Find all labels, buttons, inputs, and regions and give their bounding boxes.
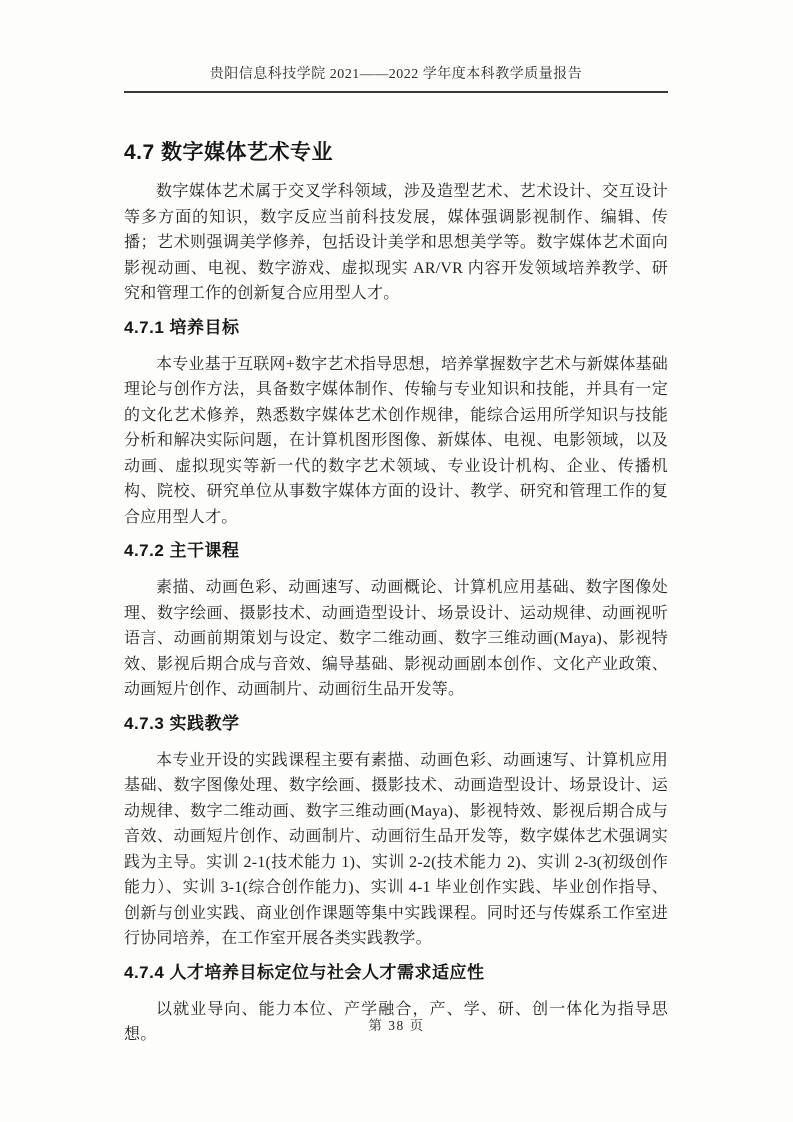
header-rule-line bbox=[124, 91, 668, 93]
running-header-title: 贵阳信息科技学院 2021——2022 学年度本科教学质量报告 bbox=[209, 67, 583, 82]
page-footer bbox=[0, 1014, 793, 1034]
subsection-heading-471: 4.7.1 培养目标 bbox=[124, 317, 240, 337]
intro-paragraph: 数字媒体艺术属于交叉学科领域，涉及造型艺术、艺术设计、交互设计等多方面的知识，数字反应当前科技发展，媒体强调影视制作、编辑、传播；艺术则强调美学修养，包括设计美学和思想美学等。数字媒体艺术面向影视动画、电视、数字游戏、虚拟现实 AR/VR 内容开发领域培养教学、研究和管理工作的创新复合应用型人才。 bbox=[124, 183, 668, 302]
page-header bbox=[124, 0, 668, 93]
subsection-paragraph-473: 本专业开设的实践课程主要有素描、动画色彩、动画速写、计算机应用基础、数字图像处理、数字绘画、摄影技术、动画造型设计、场景设计、运动规律、数字二维动画、数字三维动画(Maya)、影视特效、影视后期合成与音效、动画短片创作、动画制片、动画衍生品开发等，数字媒体艺术强调实践为主导。实训 2-1(技术能力 1)、实训 2-2(技术能力 2)、实训 2-3(初级创作能力）、实训 3-1(综合创作能力)、实训 4-1 毕业创作实践、毕业创作指导、创新与创业实践、商业创作课题等集中实践课程。同时还与传媒系工作室进行协同培养，在工作室开展各类实践教学。 bbox=[124, 751, 668, 947]
subsection-paragraph-472: 素描、动画色彩、动画速写、动画概论、计算机应用基础、数字图像处理、数字绘画、摄影技术、动画造型设计、场景设计、运动规律、动画视听语言、动画前期策划与设定、数字二维动画、数字三维动画(Maya)、影视特效、影视后期合成与音效、编导基础、影视动画剧本创作、文化产业政策、动画短片创作、动画制片、动画衍生品开发等。 bbox=[124, 579, 668, 698]
document-body bbox=[124, 139, 668, 1048]
subsection-paragraph-474: 以就业导向、能力本位、产学融合，产、学、研、创一体化为指导思想。 bbox=[124, 1000, 668, 1043]
subsection-heading-472: 4.7.2 主干课程 bbox=[124, 541, 240, 560]
subsection-heading-473: 4.7.3 实践教学 bbox=[124, 713, 240, 733]
subsection-paragraph-471: 本专业基于互联网+数字艺术指导思想，培养掌握数字艺术与新媒体基础理论与创作方法，具备数字媒体制作、传输与专业知识和技能，并具有一定的文化艺术修养，熟悉数字媒体艺术创作规律，能综合运用所学知识与技能分析和解决实际问题，在计算机图形图像、新媒体、电视、电影领域，以及动画、虚拟现实等新一代的数字艺术领域、专业设计机构、企业、传播机构、院校、研究单位从事数字媒体方面的设计、教学、研究和管理工作的复合应用型人才。 bbox=[124, 355, 668, 526]
subsection-heading-474: 4.7.4 人才培养目标定位与社会人才需求适应性 bbox=[124, 962, 485, 982]
section-title: 4.7 数字媒体艺术专业 bbox=[124, 141, 334, 164]
page-number: 第 38 页 bbox=[368, 1018, 425, 1033]
